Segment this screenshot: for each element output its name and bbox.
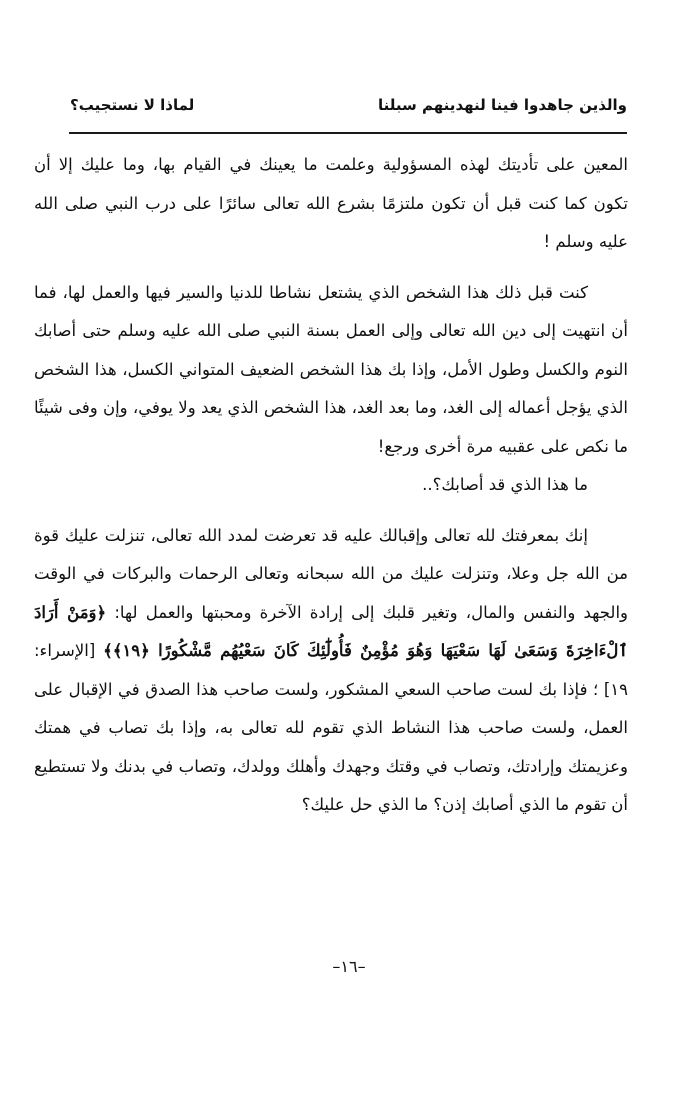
paragraph-1: المعين على تأديتك لهذه المسؤولية وعلمت ما يعينك في القيام بها، وما عليك إلا أن تكون كما كنت قبل أن تكون ملتزمًا بشرع الله تعالى سائرًا على درب النبي صلى الله عليه وسلم ! [34, 155, 628, 251]
paragraph-4-text-before-verse: إنك بمعرفتك لله تعالى وإقبالك عليه قد تعرضت لمدد الله تعالى، تنزلت عليك قوة من الله جل وعلا، وتنزلت عليك من الله سبحانه وتعالى الرحمات والبركات في الوقت والجهد والنفس والمال، وتغير قلبك إلى إرادة الآخرة ومحبتها والعمل لها: [34, 525, 628, 622]
header-chapter-title: لماذا لا نستجيب؟ [70, 96, 195, 114]
paragraph-4 [34, 517, 628, 825]
quran-verse: ﴿وَمَنْ أَرَادَ ٱلْءَاخِرَةَ وَسَعَىٰ لَهَا سَعْيَهَا وَهُوَ مُؤْمِنٌ فَأُولَٰٓئِكَ كَانَ سَعْيُهُم مَّشْكُورًا ﴿١٩﴾﴾ [34, 602, 629, 660]
paragraph-2: كنت قبل ذلك هذا الشخص الذي يشتعل نشاطا للدنيا والسير فيها والعمل لها، فما أن انتهيت إلى دين الله تعالى وإلى العمل بسنة النبي صلى الله عليه وسلم حتى أصابك النوم والكسل وطول الأمل، وإذا بك هذا الشخص الضعيف المتواني الكسل، هذا الشخص الذي يؤجل أعماله إلى الغد، وما بعد الغد، هذا الشخص الذي يعد ولا يوفي، وإن وفى شيئًا ما نكص على عقبيه مرة أخرى ورجع! [34, 282, 628, 456]
paragraph-4-text-after-verse: [الإسراء: ١٩] ؛ فإذا بك لست صاحب السعي المشكور، ولست صاحب هذا الصدق في الإقبال على العمل، ولست صاحب هذا النشاط الذي تقوم لله تعالى به، وإذا بك تصاب في همتك وعزيمتك وإرادتك، وتصاب في وقتك وجهدك وأهلك وولدك، وتصاب في بدنك ولا تستطيع أن تقوم ما الذي أصابك إذن؟ ما الذي حل عليك؟ [34, 641, 628, 814]
page-body [34, 146, 628, 825]
paragraph-3: ما هذا الذي قد أصابك؟.. [422, 475, 588, 494]
header-book-title: والذين جاهدوا فينا لنهدينهم سبلنا [378, 96, 627, 114]
running-header [70, 96, 627, 122]
header-divider [69, 132, 627, 134]
page-number: –١٦– [332, 957, 366, 976]
